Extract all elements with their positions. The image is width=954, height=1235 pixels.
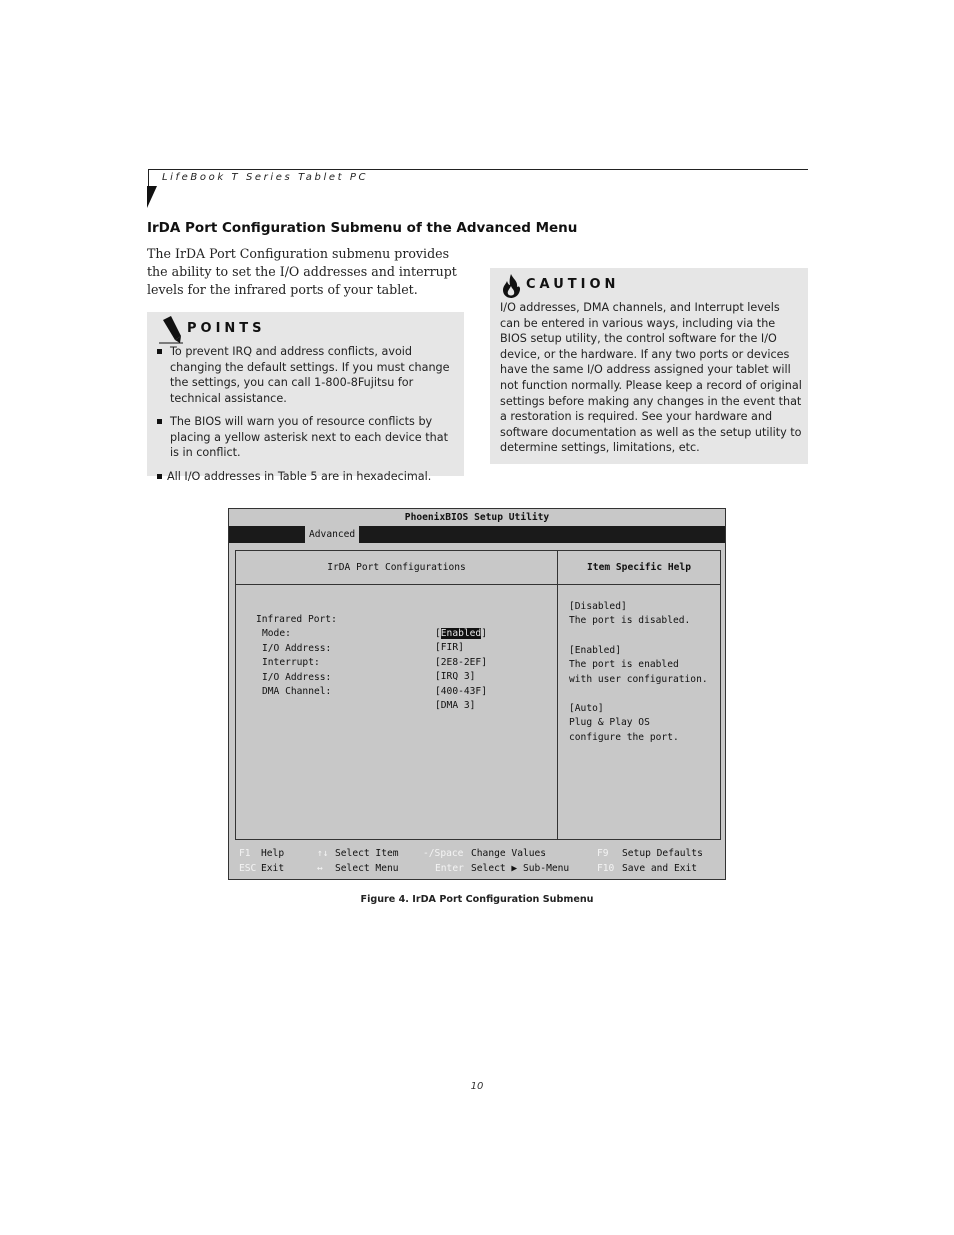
key-f10[interactable]: F10 (597, 863, 615, 874)
help-title: Item Specific Help (558, 551, 720, 585)
intro-paragraph: The IrDA Port Configuration submenu provides the ability to set the I/O addresses and interrupt levels for the infrared ports of your tablet. (147, 246, 457, 297)
key-f1-label: Help (261, 848, 285, 859)
page-number: 10 (470, 1081, 484, 1092)
key-arrows-updown-label: Select Item (335, 848, 399, 859)
setting-label: I/O Address: (262, 672, 332, 683)
help-line: Plug & Play OS (569, 717, 650, 728)
key-f1[interactable]: F1 (239, 848, 251, 859)
points-box (147, 312, 464, 483)
key-arrows-leftright[interactable]: ↔ (317, 863, 323, 874)
caution-text: I/O addresses, DMA channels, and Interrupt levels can be entered in various ways, including via the BIOS setup utility, the control software for the I/O device, or the hardware. If any two ports or devices have the same I/O address assigned your tablet will not function normally. Please keep a record of original settings before making any changes in the event that a restoration is required. See your hardware and software documentation as well as the setup utility to determine settings, limitations, etc. (500, 301, 802, 455)
setting-label: DMA Channel: (262, 686, 332, 697)
key-f9[interactable]: F9 (597, 848, 609, 859)
setting-value[interactable]: [FIR] (435, 642, 464, 653)
bios-footer (229, 844, 725, 879)
key-esc-label: Exit (261, 863, 285, 874)
key-f10-label: Save and Exit (622, 863, 698, 874)
key-f9-label: Setup Defaults (622, 848, 703, 859)
key-enter-label: Select ▶ Sub-Menu (471, 863, 570, 874)
setting-value[interactable]: [Enabled] (435, 628, 487, 639)
panel-title: IrDA Port Configurations (236, 551, 558, 585)
list-item: All I/O addresses in Table 5 are in hexadecimal. (155, 469, 455, 485)
help-line: [Disabled] (569, 601, 627, 612)
key-space[interactable]: -/Space (423, 848, 464, 859)
setting-label: I/O Address: (262, 643, 332, 654)
figure-caption: Figure 4. IrDA Port Configuration Submenu (360, 894, 594, 905)
flame-icon (500, 273, 522, 299)
bios-screenshot (228, 508, 726, 880)
menu-item-advanced[interactable]: Advanced (305, 526, 359, 543)
points-title: POINTS (187, 321, 266, 336)
key-esc[interactable]: ESC (239, 863, 257, 874)
key-arrows-updown[interactable]: ↑↓ (317, 848, 329, 859)
help-line: [Auto] (569, 703, 604, 714)
help-line: [Enabled] (569, 645, 621, 656)
help-line: configure the port. (569, 732, 679, 743)
list-item: The BIOS will warn you of resource conflicts by placing a yellow asterisk next to each device that is in conflict. (155, 414, 455, 461)
header-corner-mark (147, 186, 157, 208)
caution-box (490, 268, 808, 464)
setting-value[interactable]: [2E8-2EF] (435, 657, 487, 668)
bios-panel (235, 550, 721, 840)
header-rule (148, 169, 808, 170)
setting-label: Infrared Port: (256, 614, 337, 625)
panel-divider (557, 584, 558, 839)
setting-label: Mode: (262, 628, 291, 639)
bios-menubar (229, 526, 725, 543)
caution-title: CAUTION (526, 277, 620, 292)
help-line: The port is disabled. (569, 615, 691, 626)
list-item: To prevent IRQ and address conflicts, avoid changing the default settings. If you must change the settings, you can call 1-800-8Fujitsu for technical assistance. (155, 344, 455, 406)
key-enter[interactable]: Enter (435, 863, 464, 874)
setting-label: Interrupt: (262, 657, 320, 668)
pencil-icon (157, 316, 185, 344)
setting-value[interactable]: [400-43F] (435, 686, 487, 697)
running-head: LifeBook T Series Tablet PC (162, 172, 369, 183)
key-space-label: Change Values (471, 848, 547, 859)
setting-value[interactable]: [IRQ 3] (435, 671, 476, 682)
help-line: The port is enabled (569, 659, 679, 670)
points-list (155, 344, 455, 492)
bios-title: PhoenixBIOS Setup Utility (229, 509, 725, 526)
key-arrows-leftright-label: Select Menu (335, 863, 399, 874)
section-heading: IrDA Port Configuration Submenu of the Advanced Menu (147, 220, 578, 236)
help-line: with user configuration. (569, 674, 708, 685)
setting-value[interactable]: [DMA 3] (435, 700, 476, 711)
selected-value[interactable]: Enabled (440, 628, 482, 639)
